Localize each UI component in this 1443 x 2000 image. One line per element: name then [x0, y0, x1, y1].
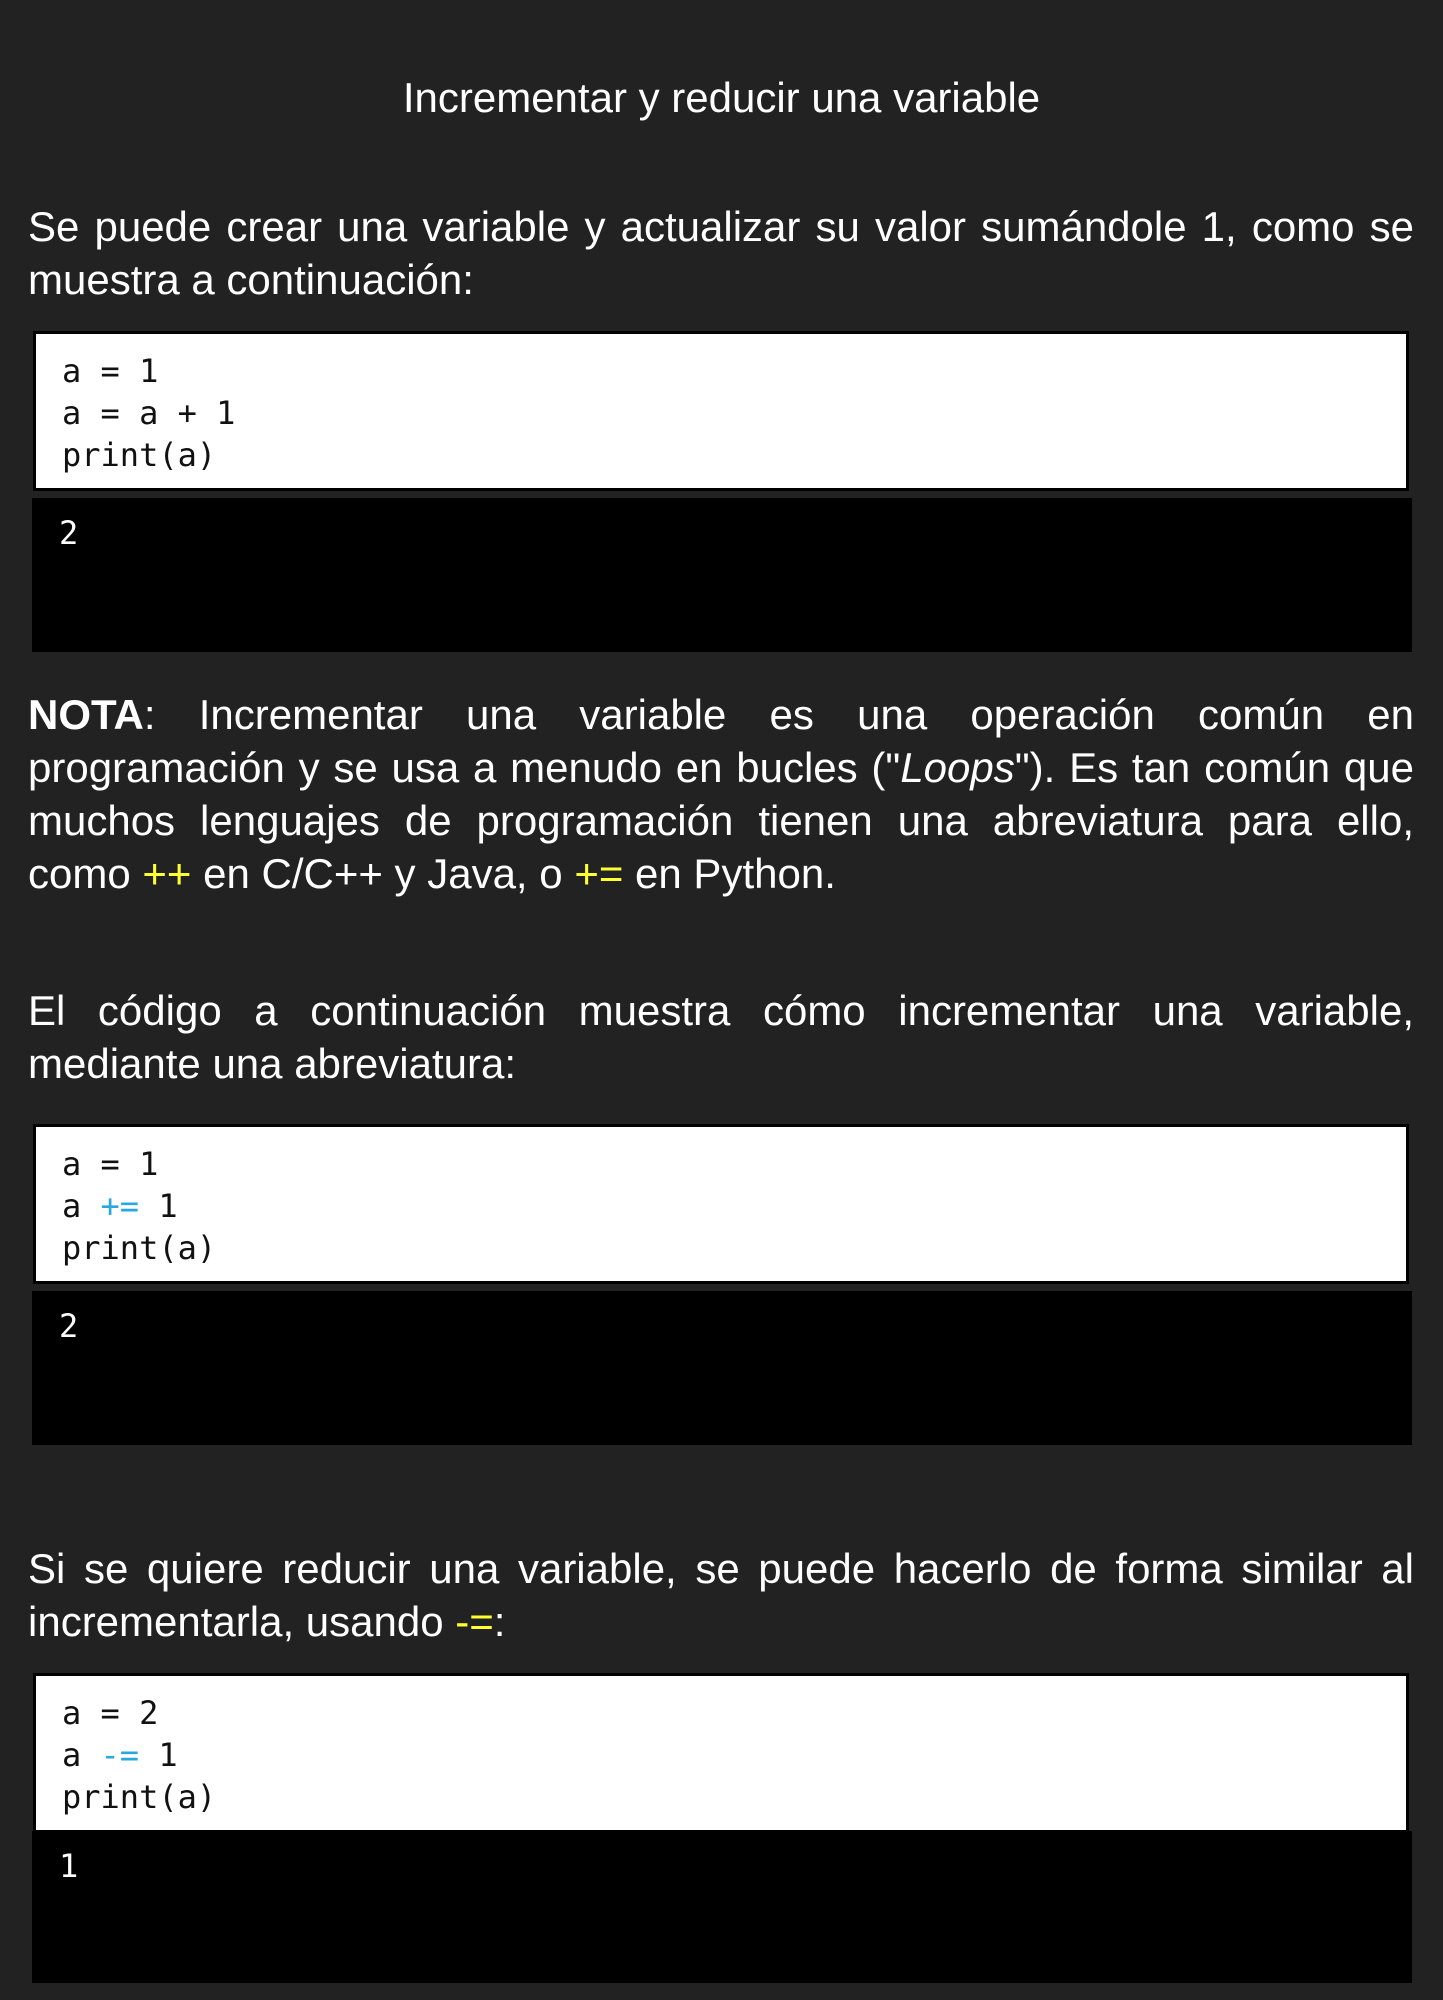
reduce-text: :	[493, 1598, 506, 1645]
code-line	[62, 1734, 1406, 1776]
output-value: 1	[59, 1847, 79, 1885]
reduce-intro-paragraph	[28, 1542, 1414, 1648]
code-var: a	[62, 1187, 101, 1225]
reduce-text: Si se quiere reducir una variable, se puede hacerlo de forma similar al incrementarla, usando	[28, 1545, 1414, 1645]
output-value: 2	[59, 1307, 79, 1345]
code-line: a = a + 1	[62, 394, 236, 432]
output-value: 2	[59, 514, 79, 552]
code-block-shorthand	[33, 1124, 1409, 1284]
note-text: en Python.	[623, 850, 836, 897]
note-text: en C/C++ y Java, o	[191, 850, 575, 897]
code-line: print(a)	[62, 1778, 217, 1816]
code-line: print(a)	[62, 436, 217, 474]
shorthand-intro-paragraph: El código a continuación muestra cómo incrementar una variable, mediante una abreviatura:	[28, 987, 1414, 1087]
code-line	[62, 1185, 1406, 1227]
code-line: a = 2	[62, 1694, 159, 1732]
code-line: a = 1	[62, 352, 159, 390]
note-loops: Loops	[900, 744, 1015, 791]
code-operator: -=	[100, 1736, 140, 1774]
code-block-increment	[33, 331, 1409, 491]
note-op-increment: ++	[142, 850, 192, 897]
intro-paragraph: Se puede crear una variable y actualizar su valor sumándole 1, como se muestra a continuación:	[28, 203, 1414, 303]
page-title: Incrementar y reducir una variable	[402, 74, 1041, 121]
output-block-reduce	[32, 1831, 1412, 1983]
note-text: : Incrementar una variable es una operación común en programación y se usa a menudo en bucles ("	[28, 691, 1414, 791]
output-block-shorthand	[32, 1291, 1412, 1445]
note-paragraph	[28, 688, 1414, 900]
code-var: a	[62, 1736, 101, 1774]
note-op-pluseq: +=	[574, 850, 624, 897]
code-line: print(a)	[62, 1229, 217, 1267]
note-text: "). Es tan común que muchos lenguajes de programación tienen una abreviatura para ello, como	[28, 744, 1414, 897]
code-val: 1	[139, 1736, 178, 1774]
reduce-op: -=	[455, 1598, 494, 1645]
output-block-increment	[32, 498, 1412, 652]
code-block-reduce	[33, 1673, 1409, 1833]
code-val: 1	[139, 1187, 178, 1225]
code-operator: +=	[100, 1187, 140, 1225]
code-line: a = 1	[62, 1145, 159, 1183]
note-label: NOTA	[28, 691, 144, 738]
